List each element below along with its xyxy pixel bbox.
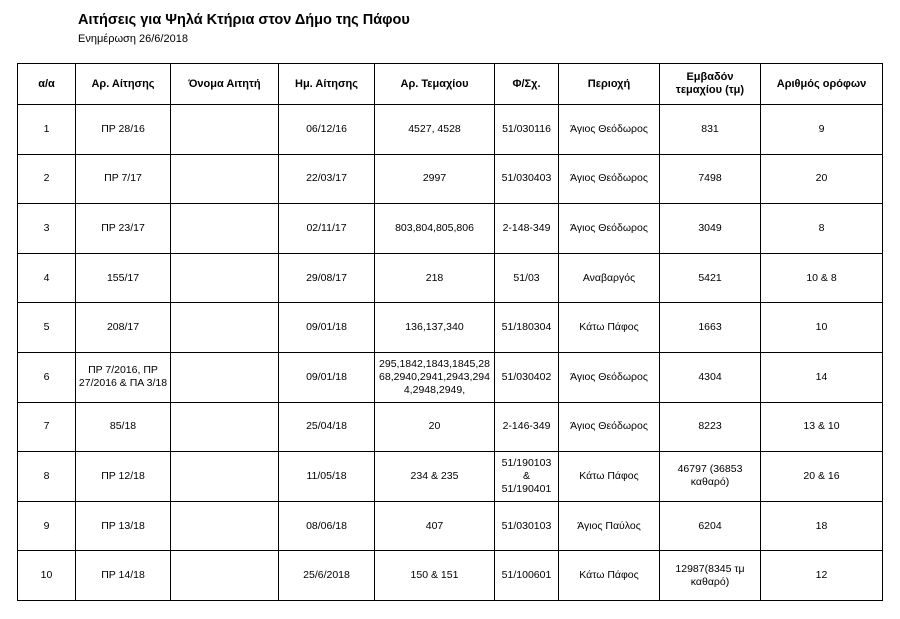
cell-parcel-no: 234 & 235 (375, 452, 495, 502)
cell-floors: 9 (761, 105, 883, 155)
table-row (18, 452, 883, 502)
table-row (18, 154, 883, 204)
cell-application-date: 06/12/16 (279, 105, 375, 155)
cell-area: Άγιος Παύλος (559, 501, 660, 551)
column-header-application-date: Ημ. Αίτησης (279, 64, 375, 105)
cell-floors: 18 (761, 501, 883, 551)
cell-parcel-no: 218 (375, 253, 495, 303)
cell-sheet-plan: 51/030103 (495, 501, 559, 551)
page-title: Αιτήσεις για Ψηλά Κτήρια στον Δήμο της Πάφου (78, 12, 410, 28)
cell-application-date: 25/6/2018 (279, 551, 375, 601)
table-row (18, 352, 883, 402)
column-header-parcel-size: Εμβαδόν τεμαχίου (τμ) (660, 64, 761, 105)
table-row (18, 551, 883, 601)
table-row (18, 204, 883, 254)
column-header-number: α/α (18, 64, 76, 105)
cell-number: 4 (18, 253, 76, 303)
cell-application-no: ΠΡ 7/2016, ΠΡ 27/2016 & ΠΑ 3/18 (76, 352, 171, 402)
cell-sheet-plan: 51/100601 (495, 551, 559, 601)
cell-application-no: ΠΡ 23/17 (76, 204, 171, 254)
update-date: Ενημέρωση 26/6/2018 (78, 33, 188, 45)
cell-parcel-size: 46797 (36853 καθαρό) (660, 452, 761, 502)
cell-area: Άγιος Θεόδωρος (559, 154, 660, 204)
cell-applicant-name (171, 402, 279, 452)
table-row (18, 501, 883, 551)
table-row (18, 253, 883, 303)
cell-applicant-name (171, 303, 279, 353)
column-header-application-no: Αρ. Αίτησης (76, 64, 171, 105)
cell-area: Κάτω Πάφος (559, 551, 660, 601)
cell-number: 7 (18, 402, 76, 452)
cell-sheet-plan: 2-146-349 (495, 402, 559, 452)
cell-area: Άγιος Θεόδωρος (559, 204, 660, 254)
cell-applicant-name (171, 352, 279, 402)
cell-application-date: 25/04/18 (279, 402, 375, 452)
cell-sheet-plan: 51/030402 (495, 352, 559, 402)
cell-number: 10 (18, 551, 76, 601)
cell-floors: 20 & 16 (761, 452, 883, 502)
cell-area: Άγιος Θεόδωρος (559, 105, 660, 155)
cell-number: 6 (18, 352, 76, 402)
cell-number: 1 (18, 105, 76, 155)
column-header-parcel-no: Αρ. Τεμαχίου (375, 64, 495, 105)
cell-floors: 14 (761, 352, 883, 402)
cell-area: Κάτω Πάφος (559, 452, 660, 502)
cell-area: Αναβαργός (559, 253, 660, 303)
cell-parcel-size: 6204 (660, 501, 761, 551)
cell-number: 2 (18, 154, 76, 204)
cell-parcel-no: 4527, 4528 (375, 105, 495, 155)
cell-application-no: ΠΡ 13/18 (76, 501, 171, 551)
cell-application-no: 208/17 (76, 303, 171, 353)
table-header-row (18, 64, 883, 105)
cell-application-date: 11/05/18 (279, 452, 375, 502)
cell-parcel-size: 3049 (660, 204, 761, 254)
cell-applicant-name (171, 253, 279, 303)
cell-application-date: 09/01/18 (279, 303, 375, 353)
cell-application-date: 08/06/18 (279, 501, 375, 551)
cell-parcel-size: 831 (660, 105, 761, 155)
cell-application-no: ΠΡ 28/16 (76, 105, 171, 155)
cell-floors: 20 (761, 154, 883, 204)
cell-applicant-name (171, 501, 279, 551)
cell-sheet-plan: 2-148-349 (495, 204, 559, 254)
cell-floors: 10 & 8 (761, 253, 883, 303)
column-header-floors: Αριθμός ορόφων (761, 64, 883, 105)
cell-application-no: 155/17 (76, 253, 171, 303)
cell-application-no: ΠΡ 14/18 (76, 551, 171, 601)
cell-sheet-plan: 51/030403 (495, 154, 559, 204)
cell-sheet-plan: 51/180304 (495, 303, 559, 353)
cell-parcel-size: 1663 (660, 303, 761, 353)
cell-application-date: 29/08/17 (279, 253, 375, 303)
column-header-applicant-name: Όνομα Αιτητή (171, 64, 279, 105)
cell-floors: 13 & 10 (761, 402, 883, 452)
cell-floors: 8 (761, 204, 883, 254)
column-header-area: Περιοχή (559, 64, 660, 105)
cell-floors: 10 (761, 303, 883, 353)
cell-applicant-name (171, 452, 279, 502)
cell-application-date: 22/03/17 (279, 154, 375, 204)
cell-parcel-no: 407 (375, 501, 495, 551)
cell-parcel-no: 20 (375, 402, 495, 452)
cell-applicant-name (171, 154, 279, 204)
cell-sheet-plan: 51/03 (495, 253, 559, 303)
cell-parcel-size: 5421 (660, 253, 761, 303)
cell-parcel-size: 4304 (660, 352, 761, 402)
cell-area: Άγιος Θεόδωρος (559, 402, 660, 452)
cell-parcel-size: 12987(8345 τμ καθαρό) (660, 551, 761, 601)
cell-parcel-no: 295,1842,1843,1845,2868,2940,2941,2943,2944,2948,2949, (375, 352, 495, 402)
table-row (18, 303, 883, 353)
cell-parcel-no: 150 & 151 (375, 551, 495, 601)
cell-floors: 12 (761, 551, 883, 601)
column-header-sheet-plan: Φ/Σχ. (495, 64, 559, 105)
cell-number: 5 (18, 303, 76, 353)
cell-application-date: 02/11/17 (279, 204, 375, 254)
table-row (18, 105, 883, 155)
cell-parcel-no: 136,137,340 (375, 303, 495, 353)
cell-application-date: 09/01/18 (279, 352, 375, 402)
cell-sheet-plan: 51/030116 (495, 105, 559, 155)
table-row (18, 402, 883, 452)
cell-parcel-no: 2997 (375, 154, 495, 204)
cell-parcel-no: 803,804,805,806 (375, 204, 495, 254)
cell-application-no: ΠΡ 12/18 (76, 452, 171, 502)
cell-applicant-name (171, 551, 279, 601)
applications-table (17, 63, 883, 601)
cell-applicant-name (171, 204, 279, 254)
cell-number: 9 (18, 501, 76, 551)
cell-applicant-name (171, 105, 279, 155)
cell-application-no: 85/18 (76, 402, 171, 452)
cell-application-no: ΠΡ 7/17 (76, 154, 171, 204)
cell-area: Άγιος Θεόδωρος (559, 352, 660, 402)
cell-number: 8 (18, 452, 76, 502)
cell-sheet-plan: 51/190103 & 51/190401 (495, 452, 559, 502)
cell-parcel-size: 8223 (660, 402, 761, 452)
cell-area: Κάτω Πάφος (559, 303, 660, 353)
cell-parcel-size: 7498 (660, 154, 761, 204)
cell-number: 3 (18, 204, 76, 254)
